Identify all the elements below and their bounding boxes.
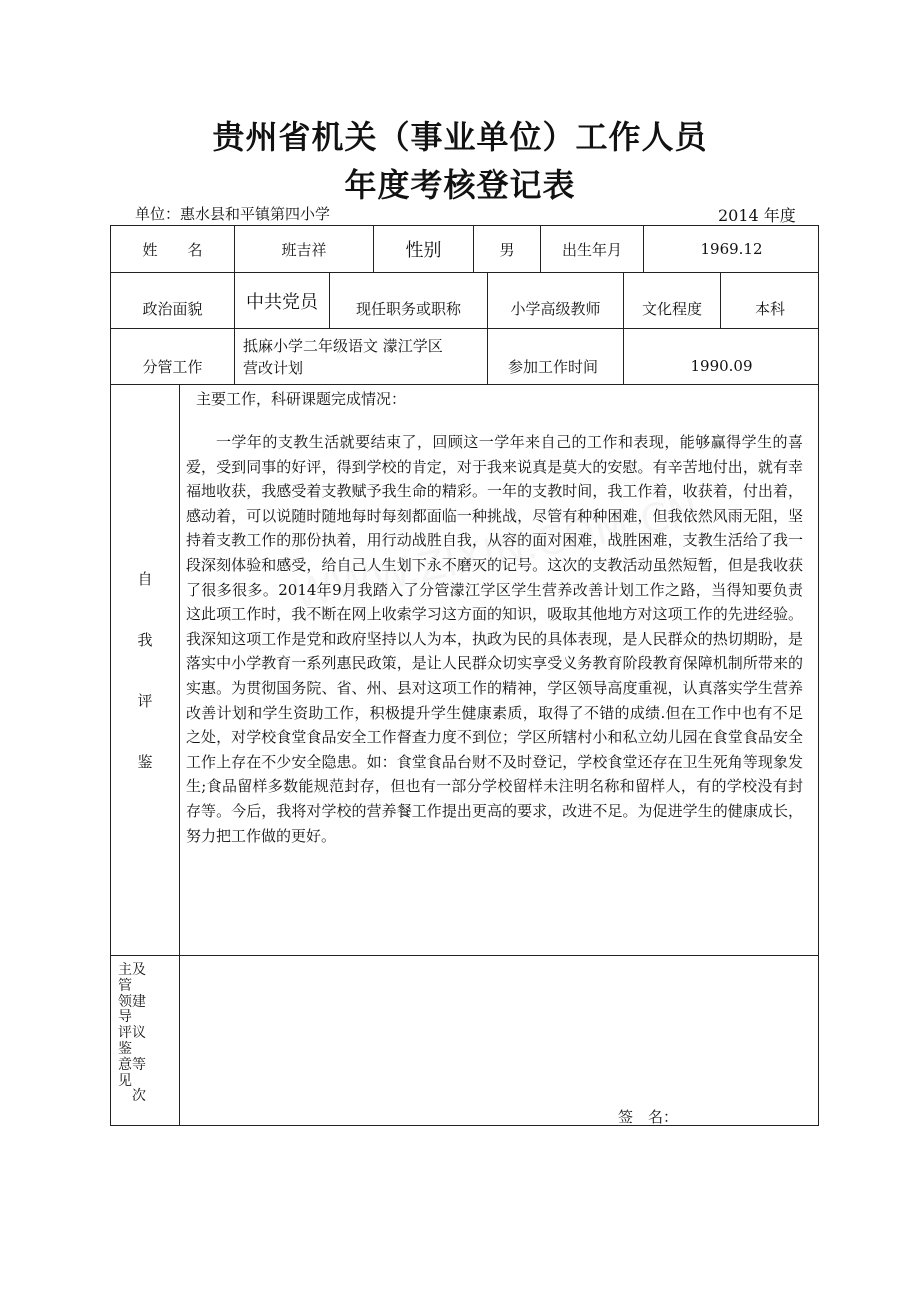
- unit-label: 单位：: [135, 205, 181, 223]
- col-divider: [487, 328, 488, 384]
- leader-label-line: 导: [118, 1009, 132, 1026]
- leader-label-line: 主及: [118, 962, 146, 978]
- leader-label-line: 鉴: [118, 1040, 132, 1057]
- birth-label: 出生年月: [561, 240, 622, 259]
- leader-label-line: 管: [118, 977, 132, 994]
- self-evaluation-label-char: 评: [137, 692, 153, 710]
- duty-value-line1: 抵麻小学二年级语文 濛江学区: [243, 337, 443, 355]
- work-start-value: 1990.09: [690, 357, 753, 375]
- col-divider: [234, 328, 235, 384]
- self-evaluation-label-char: 自: [137, 570, 153, 588]
- position-value: 小学高级教师: [510, 299, 601, 318]
- unit-line: [135, 203, 330, 224]
- row-divider: [110, 272, 819, 273]
- form-title-line1: 贵州省机关（事业单位）工作人员: [212, 118, 708, 156]
- work-start-label: 参加工作时间: [508, 357, 599, 376]
- row-divider: [110, 955, 819, 956]
- name-value: 班吉祥: [281, 240, 327, 259]
- leader-label-line: 领建: [118, 993, 146, 1010]
- unit-value: 惠水县和平镇第四小学: [180, 205, 331, 223]
- leader-label-line: 见: [118, 1072, 132, 1089]
- self-evaluation-label: [130, 568, 160, 812]
- year-label: 2014 年度: [718, 206, 796, 225]
- form-title-line2: 年度考核登记表: [344, 166, 576, 204]
- position-label: 现任职务或职称: [355, 299, 461, 318]
- self-evaluation-label-char: 鉴: [137, 753, 153, 771]
- political-label: 政治面貌: [142, 299, 203, 318]
- gender-value: 男: [499, 240, 515, 259]
- duty-label: 分管工作: [142, 357, 203, 376]
- leader-label-line: 意等: [118, 1056, 146, 1073]
- education-label: 文化程度: [641, 299, 702, 318]
- birth-value: 1969.12: [700, 240, 763, 258]
- duty-value-line2: 营改计划: [243, 359, 304, 377]
- self-evaluation-label-char: 我: [137, 631, 153, 649]
- gender-label: 性别: [405, 240, 442, 261]
- col-divider: [179, 384, 180, 1126]
- leader-label-line: 次: [118, 1088, 146, 1105]
- political-value: 中共党员: [246, 291, 318, 313]
- education-value: 本科: [754, 299, 785, 318]
- name-label: 姓 名: [142, 240, 203, 259]
- signature-label: 签 名：: [618, 1108, 679, 1126]
- duty-value: [243, 335, 487, 379]
- self-evaluation-text: 一学年的支教生活就要结束了，回顾这一学年来自己的工作和表现，能够赢得学生的喜爱，受到同事的好评，得到学校的肯定，对于我来说真是莫大的安慰。有辛苦地付出，就有幸福地收获，我感受着支教赋予我生命的精彩。一年的支教时间，我工作着，收获着，付出着，感动着，可以说随时随地每时每刻都面临一种挑战，尽管有种种困难，但我依然风雨无阻，坚持着支教工作的那份执着，用行动战胜自我，从容的面对困难，战胜困难，支教生活给了我一段深刻体验和感受，给自己人生划下永不磨灭的记号。这次的支教活动虽然短暂，但是我收获了很多很多。2014年9月我踏入了分管濛江学区学生营养改善计划工作之路，当得知要负责这此项工作时，我不断在网上收索学习这方面的知识，吸取其他地方对这项工作的先进经验。我深知这项工作是党和政府坚持以人为本，执政为民的具体表现，是人民群众的热切期盼，是落实中小学教育一系列惠民政策，是让人民群众切实享受义务教育阶段教育保障机制所带来的实惠。为贯彻国务院、省、州、县对这项工作的精神，学区领导高度重视，认真落实学生营养改善计划和学生资助工作，积极提升学生健康素质，取得了不错的成绩.但在工作中也有不足之处，对学校食堂食品安全工作督查力度不到位；学区所辖村小和私立幼儿园在食堂食品安全工作上存在不少安全隐患。如：食堂食品台财不及时登记，学校食堂还存在卫生死角等现象发生;食品留样多数能规范封存，但也有一部分学校留样未注明名称和留样人，有的学校没有封存等。今后，我将对学校的营养餐工作提出更高的要求，改进不足。为促进学生的健康成长，努力把工作做的更好。: [186, 433, 803, 845]
- leader-opinion-label: [118, 963, 146, 1105]
- self-evaluation-prompt: 主要工作，科研课题完成情况：: [196, 390, 407, 408]
- leader-label-line: 评议: [118, 1025, 146, 1042]
